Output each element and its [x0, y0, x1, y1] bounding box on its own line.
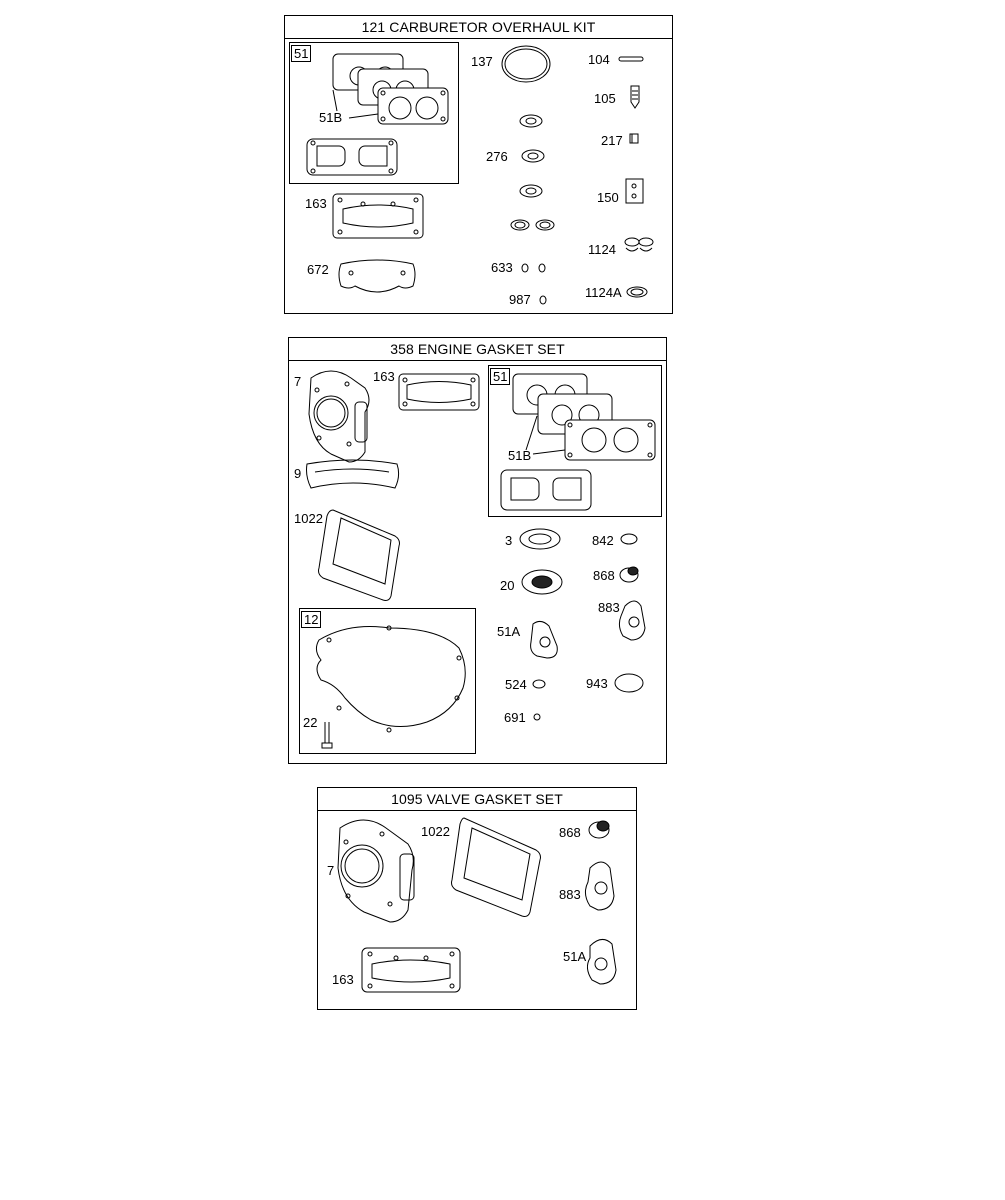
- rocker-gasket-1022: [319, 510, 400, 601]
- part-label-51b: 51B: [508, 448, 532, 463]
- part-label-163: 163: [373, 369, 395, 384]
- gasket-9: [307, 460, 399, 488]
- part-label-137: 137: [471, 54, 493, 69]
- rocker-gasket-1022: [452, 818, 541, 917]
- head-gasket-7: [338, 820, 414, 922]
- part-label-883: 883: [598, 600, 620, 615]
- part-label-842: 842: [592, 533, 614, 548]
- gasket-51b-stack: [333, 54, 448, 124]
- washer-set-276: [511, 115, 554, 230]
- seal-691: [534, 714, 540, 720]
- part-label-883: 883: [559, 887, 581, 902]
- clip-217: [630, 134, 638, 143]
- o-ring-137: [502, 46, 550, 82]
- reference-tag-51: 51: [490, 368, 510, 385]
- part-label-868: 868: [593, 568, 615, 583]
- kit-title: 358 ENGINE GASKET SET: [289, 338, 666, 361]
- gasket-883: [619, 601, 645, 640]
- bolt-22: [322, 722, 332, 748]
- part-label-9: 9: [294, 466, 302, 481]
- kit-1095-valve-gasket-set: [317, 787, 637, 1010]
- o-ring-943: [615, 674, 643, 692]
- part-label-943: 943: [586, 676, 608, 691]
- gasket-51a: [531, 621, 558, 658]
- oil-seal-3: [520, 529, 560, 549]
- part-label-633: 633: [491, 260, 513, 275]
- part-label-3: 3: [505, 533, 513, 548]
- part-label-51b: 51B: [319, 110, 343, 125]
- part-label-163: 163: [305, 196, 327, 211]
- part-label-51a: 51A: [497, 624, 521, 639]
- valve-seal-868: [620, 567, 638, 582]
- kit-358-part-drawings: [289, 338, 666, 763]
- needle-105: [631, 86, 639, 108]
- seal-524: [533, 680, 545, 688]
- seal-987: [540, 296, 546, 304]
- part-label-51a: 51A: [563, 949, 587, 964]
- part-label-163: 163: [332, 972, 354, 987]
- part-label-1022: 1022: [421, 824, 450, 839]
- part-label-104: 104: [588, 52, 610, 67]
- part-label-7: 7: [294, 374, 302, 389]
- kit-1095-part-drawings: [318, 788, 636, 1009]
- part-label-524: 524: [505, 677, 527, 692]
- gasket-672: [339, 260, 415, 292]
- gasket-51a: [587, 939, 616, 984]
- pin-104: [619, 57, 643, 61]
- gasket-163: [333, 194, 423, 238]
- crankcase-gasket-12: [316, 627, 465, 727]
- part-label-1124: 1124: [588, 242, 616, 257]
- bearing-20: [522, 570, 562, 594]
- gasket-163: [362, 948, 460, 992]
- part-label-276: 276: [486, 149, 508, 164]
- part-label-868: 868: [559, 825, 581, 840]
- seal-633: [522, 264, 528, 272]
- kit-121-carburetor-overhaul: [284, 15, 673, 314]
- kit-358-engine-gasket-set: [288, 337, 667, 764]
- part-label-105: 105: [594, 91, 616, 106]
- part-label-7: 7: [327, 863, 335, 878]
- reference-tag-51: 51: [291, 45, 311, 62]
- gasket-163: [399, 374, 479, 410]
- part-label-150: 150: [597, 190, 619, 205]
- part-label-672: 672: [307, 262, 329, 277]
- seal-1124: [625, 238, 653, 251]
- part-label-1022: 1022: [294, 511, 323, 526]
- gasket-51b-stack: [513, 374, 655, 460]
- gasket-51-base: [501, 470, 591, 510]
- part-label-22: 22: [303, 715, 318, 730]
- part-label-987: 987: [509, 292, 531, 307]
- gasket-883: [585, 862, 614, 910]
- part-label-217: 217: [601, 133, 623, 148]
- plate-150: [626, 179, 643, 203]
- part-label-1124a: 1124A: [585, 285, 622, 300]
- reference-tag-12: 12: [301, 611, 321, 628]
- part-label-691: 691: [504, 710, 526, 725]
- kit-title: 121 CARBURETOR OVERHAUL KIT: [285, 16, 672, 39]
- gasket-51-base: [307, 139, 397, 175]
- head-gasket-7: [309, 371, 369, 462]
- kit-title: 1095 VALVE GASKET SET: [318, 788, 636, 811]
- clip-842: [621, 534, 637, 544]
- valve-seal-868: [589, 821, 609, 838]
- part-label-20: 20: [500, 578, 515, 593]
